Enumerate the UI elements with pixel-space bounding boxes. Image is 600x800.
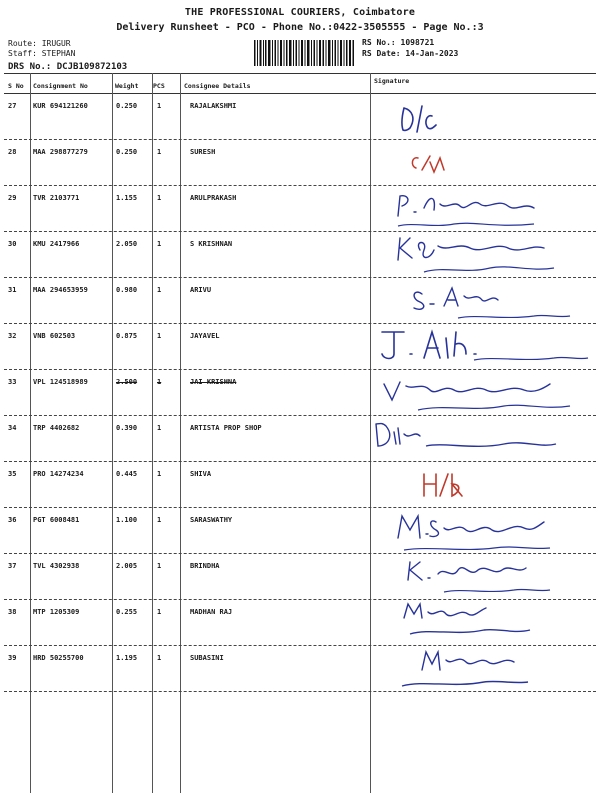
signature-scribble xyxy=(374,370,596,416)
row-consignee: SARASWATHY xyxy=(190,516,233,524)
row-consignee: JAI KRISHNA xyxy=(190,378,237,386)
row-pcs: 1 xyxy=(157,562,162,570)
signature-scribble xyxy=(374,508,596,554)
row-sno: 35 xyxy=(8,470,17,478)
row-pcs: 1 xyxy=(157,608,162,616)
signature-scribble xyxy=(374,232,596,278)
row-sno: 37 xyxy=(8,562,17,570)
col-header-sno: S No xyxy=(8,82,24,90)
row-consignee: ARTISTA PROP SHOP xyxy=(190,424,262,432)
sheet-title: Delivery Runsheet - PCO - Phone No.:0422-3505555 - Page No.:3 xyxy=(116,22,484,33)
row-consignee: S KRISHNAN xyxy=(190,240,233,248)
signature-scribble xyxy=(374,646,596,692)
row-pcs: 1 xyxy=(157,378,162,386)
row-sno: 38 xyxy=(8,608,17,616)
row-weight: 0.390 xyxy=(116,424,138,432)
row-consignment: VPL 124518989 xyxy=(33,378,88,386)
row-consignee: SHIVA xyxy=(190,470,212,478)
row-consignment: PRO 14274234 xyxy=(33,470,84,478)
row-consignment: KMU 2417966 xyxy=(33,240,80,248)
row-weight: 0.250 xyxy=(116,148,138,156)
table-row xyxy=(0,462,600,508)
row-consignment: PGT 6008481 xyxy=(33,516,80,524)
table-row xyxy=(0,370,600,416)
row-weight: 0.980 xyxy=(116,286,138,294)
signature-scribble xyxy=(374,324,596,370)
row-sno: 29 xyxy=(8,194,17,202)
row-weight: 0.445 xyxy=(116,470,138,478)
row-pcs: 1 xyxy=(157,654,162,662)
signature-scribble xyxy=(374,554,596,600)
row-weight: 2.005 xyxy=(116,562,138,570)
row-consignment: MAA 294653959 xyxy=(33,286,88,294)
table-row xyxy=(0,232,600,278)
row-consignee: ARIVU xyxy=(190,286,212,294)
table-row xyxy=(0,324,600,370)
row-divider xyxy=(4,691,596,692)
table-row xyxy=(0,416,600,462)
row-pcs: 1 xyxy=(157,194,162,202)
row-sno: 30 xyxy=(8,240,17,248)
route-label: Route: IRUGUR xyxy=(8,39,71,48)
row-weight: 1.100 xyxy=(116,516,138,524)
row-sno: 32 xyxy=(8,332,17,340)
row-weight: 1.195 xyxy=(116,654,138,662)
row-pcs: 1 xyxy=(157,286,162,294)
signature-scribble xyxy=(374,278,596,324)
table-row xyxy=(0,508,600,554)
table-row xyxy=(0,646,600,692)
row-consignee: SUBASINI xyxy=(190,654,224,662)
row-consignee: RAJALAKSHMI xyxy=(190,102,237,110)
table-row xyxy=(0,278,600,324)
row-sno: 33 xyxy=(8,378,17,386)
drs-number: DRS No.: DCJB109872103 xyxy=(8,62,128,72)
row-consignee: SURESH xyxy=(190,148,216,156)
company-title: THE PROFESSIONAL COURIERS, Coimbatore xyxy=(184,7,416,18)
row-sno: 28 xyxy=(8,148,17,156)
route-info xyxy=(8,39,127,72)
row-pcs: 1 xyxy=(157,332,162,340)
row-weight: 2.050 xyxy=(116,240,138,248)
table-row xyxy=(0,554,600,600)
col-header-consignment: Consignment No xyxy=(33,82,88,90)
row-consignment: MTP 1205309 xyxy=(33,608,80,616)
row-weight: 0.250 xyxy=(116,102,138,110)
signature-scribble xyxy=(374,462,596,508)
row-pcs: 1 xyxy=(157,148,162,156)
signature-scribble xyxy=(374,186,596,232)
rs-date: RS Date: 14-Jan-2023 xyxy=(362,49,459,58)
table-row xyxy=(0,186,600,232)
signature-scribble xyxy=(374,140,596,186)
signature-scribble xyxy=(374,416,596,462)
row-consignment: MAA 298877279 xyxy=(33,148,88,156)
row-sno: 31 xyxy=(8,286,17,294)
row-weight: 0.875 xyxy=(116,332,138,340)
table-top-border xyxy=(4,73,596,74)
col-header-signature: Signature xyxy=(374,77,410,85)
row-consignee: MADHAN RAJ xyxy=(190,608,233,616)
table-row xyxy=(0,600,600,646)
row-consignment: KUR 694121260 xyxy=(33,102,88,110)
row-consignment: TVL 4302938 xyxy=(33,562,80,570)
row-pcs: 1 xyxy=(157,424,162,432)
row-consignment: HRD 50255700 xyxy=(33,654,84,662)
signature-scribble xyxy=(374,94,596,140)
row-consignee: JAYAVEL xyxy=(190,332,220,340)
col-header-consignee: Consignee Details xyxy=(184,82,251,90)
row-consignee: ARULPRAKASH xyxy=(190,194,237,202)
row-consignment: TVR 2103771 xyxy=(33,194,80,202)
row-consignment: TRP 4402682 xyxy=(33,424,80,432)
row-sno: 34 xyxy=(8,424,17,432)
signature-scribble xyxy=(374,600,596,646)
row-weight: 0.255 xyxy=(116,608,138,616)
col-header-weight: Weight xyxy=(115,82,139,90)
row-consignee: BRINDHA xyxy=(190,562,220,570)
row-sno: 39 xyxy=(8,654,17,662)
barcode-icon xyxy=(254,40,354,66)
row-sno: 36 xyxy=(8,516,17,524)
row-weight: 2.500 xyxy=(116,378,138,386)
row-pcs: 1 xyxy=(157,516,162,524)
row-pcs: 1 xyxy=(157,470,162,478)
row-pcs: 1 xyxy=(157,102,162,110)
row-sno: 27 xyxy=(8,102,17,110)
col-header-pcs: PCS xyxy=(153,82,165,90)
row-pcs: 1 xyxy=(157,240,162,248)
staff-label: Staff: STEPHAN xyxy=(8,49,76,58)
runsheet-info xyxy=(362,37,458,59)
table-row xyxy=(0,94,600,140)
row-consignment: VNB 602503 xyxy=(33,332,76,340)
rs-number: RS No.: 1098721 xyxy=(362,38,435,47)
table-row xyxy=(0,140,600,186)
row-weight: 1.155 xyxy=(116,194,138,202)
